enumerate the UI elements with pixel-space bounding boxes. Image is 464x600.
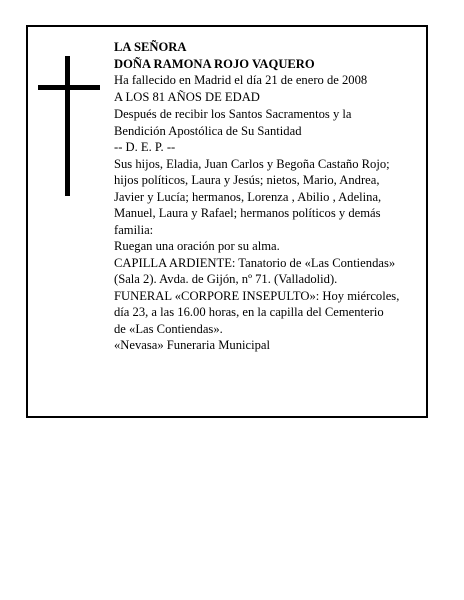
notice-line: día 23, a las 16.00 horas, en la capilla del Cementerio: [114, 305, 384, 319]
cross-horizontal-bar: [38, 85, 100, 90]
notice-line: -- D. E. P. --: [114, 140, 176, 154]
notice-line: Ha fallecido en Madrid el día 21 de enero de 2008: [114, 73, 368, 87]
deceased-name: DOÑA RAMONA ROJO VAQUERO: [114, 56, 315, 71]
notice-line: hijos políticos, Laura y Jesús; nietos, Mario, Andrea,: [114, 173, 380, 187]
notice-line: familia:: [114, 222, 154, 237]
notice-heading-1: LA SEÑORA: [114, 40, 187, 54]
notice-line: de «Las Contiendas».: [114, 321, 223, 336]
notice-line: CAPILLA ARDIENTE: Tanatorio de «Las Contiendas»: [114, 255, 396, 270]
notice-line: Bendición Apostólica de Su Santidad: [114, 123, 302, 138]
notice-line: Javier y Lucía; hermanos, Lorenza , Abilio , Adelina,: [114, 189, 382, 204]
notice-line: Después de recibir los Santos Sacramentos y la: [114, 107, 352, 121]
notice-line: A LOS 81 AÑOS DE EDAD: [114, 90, 260, 104]
obituary-text: [114, 39, 428, 354]
notice-line: (Sala 2). Avda. de Gijón, nº 71. (Valladolid).: [114, 272, 338, 286]
notice-line: «Nevasa» Funeraria Municipal: [114, 338, 270, 352]
notice-line: FUNERAL «CORPORE INSEPULTO»: Hoy miércoles,: [114, 288, 400, 303]
notice-line: Ruegan una oración por su alma.: [114, 239, 280, 253]
cross-vertical-bar: [65, 56, 70, 196]
notice-line: Manuel, Laura y Rafael; hermanos políticos y demás: [114, 206, 381, 220]
cross-icon: [38, 56, 100, 196]
notice-line: Sus hijos, Eladia, Juan Carlos y Begoña Castaño Rojo;: [114, 156, 390, 171]
